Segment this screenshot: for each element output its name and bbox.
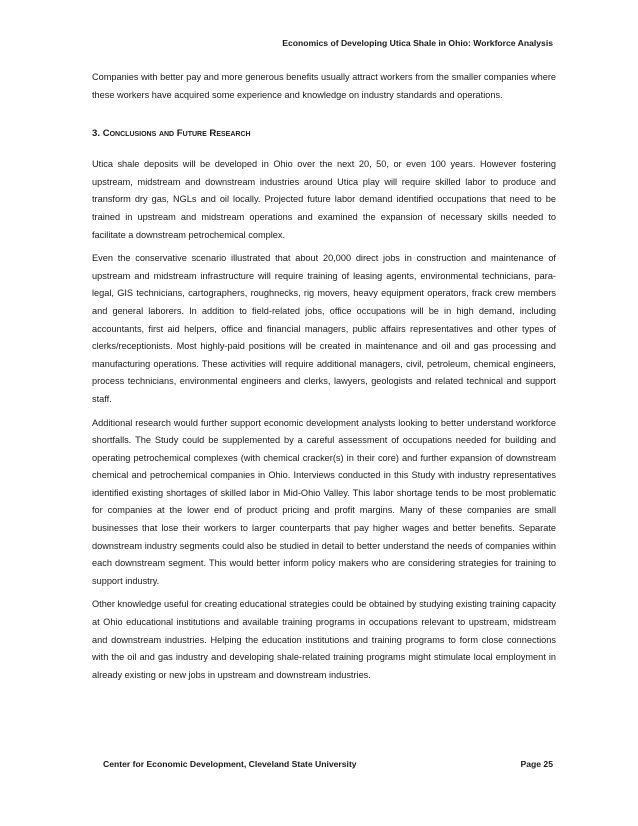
section-number: 3.: [92, 128, 101, 140]
section-heading: [92, 128, 556, 139]
footer-organization: Center for Economic Development, Cleveland State University: [103, 759, 357, 769]
body-paragraph: Other knowledge useful for creating educational strategies could be obtained by studying existing training capacity at Ohio educational institutions and available training programs in occupations relevant to upstream, midstream and downstream industries. Helping the education institutions and training programs to form close connections with the oil and gas industry and developing shale-related training programs might stimulate local employment in already existing or new jobs in upstream and downstream industries.: [92, 599, 556, 680]
intro-paragraph: Companies with better pay and more generous benefits usually attract workers from the smaller companies where these workers have acquired some experience and knowledge on industry standards and operations.: [92, 72, 556, 100]
body-paragraph: Utica shale deposits will be developed in Ohio over the next 20, 50, or even 100 years. However fostering upstream, midstream and downstream industries around Utica play will require skilled labor to produce and transform dry gas, NGLs and oil locally. Projected future labor demand identified occupations that need to be trained in upstream and midstream operations and examined the expansion of necessary skills needed to facilitate a downstream petrochemical complex.: [92, 159, 556, 240]
running-header: Economics of Developing Utica Shale in Ohio: Workforce Analysis: [282, 38, 553, 48]
body-paragraph: Even the conservative scenario illustrated that about 20,000 direct jobs in construction and maintenance of upstream and midstream infrastructure will require training of leasing agents, environmental technicians, para-legal, GIS technicians, cartographers, roughnecks, rig movers, heavy equipment operators, frack crew members and general laborers. In addition to field-related jobs, office occupations will be in high demand, including accountants, first aid helpers, office and financial managers, public affairs representatives and other types of clerks/receptionists. Most highly-paid positions will be created in maintenance and oil and gas processing and manufacturing operations. These activities will require additional managers, civil, petroleum, chemical engineers, process technicians, environmental engineers and clerks, lawyers, geologists and related technical and support staff.: [92, 253, 556, 404]
page-content: [92, 69, 556, 690]
section-title: Conclusions and Future Research: [102, 128, 251, 140]
page-footer: [103, 759, 553, 769]
body-paragraph: Additional research would further support economic development analysts looking to better understand workforce shortfalls. The Study could be supplemented by a careful assessment of occupations needed for building and operating petrochemical complexes (with chemical cracker(s) in their core) and further expansion of downstream chemical and petrochemical companies in Ohio. Interviews conducted in this Study with industry representatives identified existing shortages of skilled labor in Mid-Ohio Valley. This labor shortage tends to be most problematic for companies at the lower end of product pricing and profit margins. Many of these companies are small businesses that lose their workers to larger counterparts that pay higher wages and better benefits. Separate downstream industry segments could also be studied in detail to better understand the needs of companies within each downstream segment. This would better inform policy makers who are considering strategies for training to support industry.: [92, 417, 556, 586]
page-number: Page 25: [520, 759, 553, 769]
